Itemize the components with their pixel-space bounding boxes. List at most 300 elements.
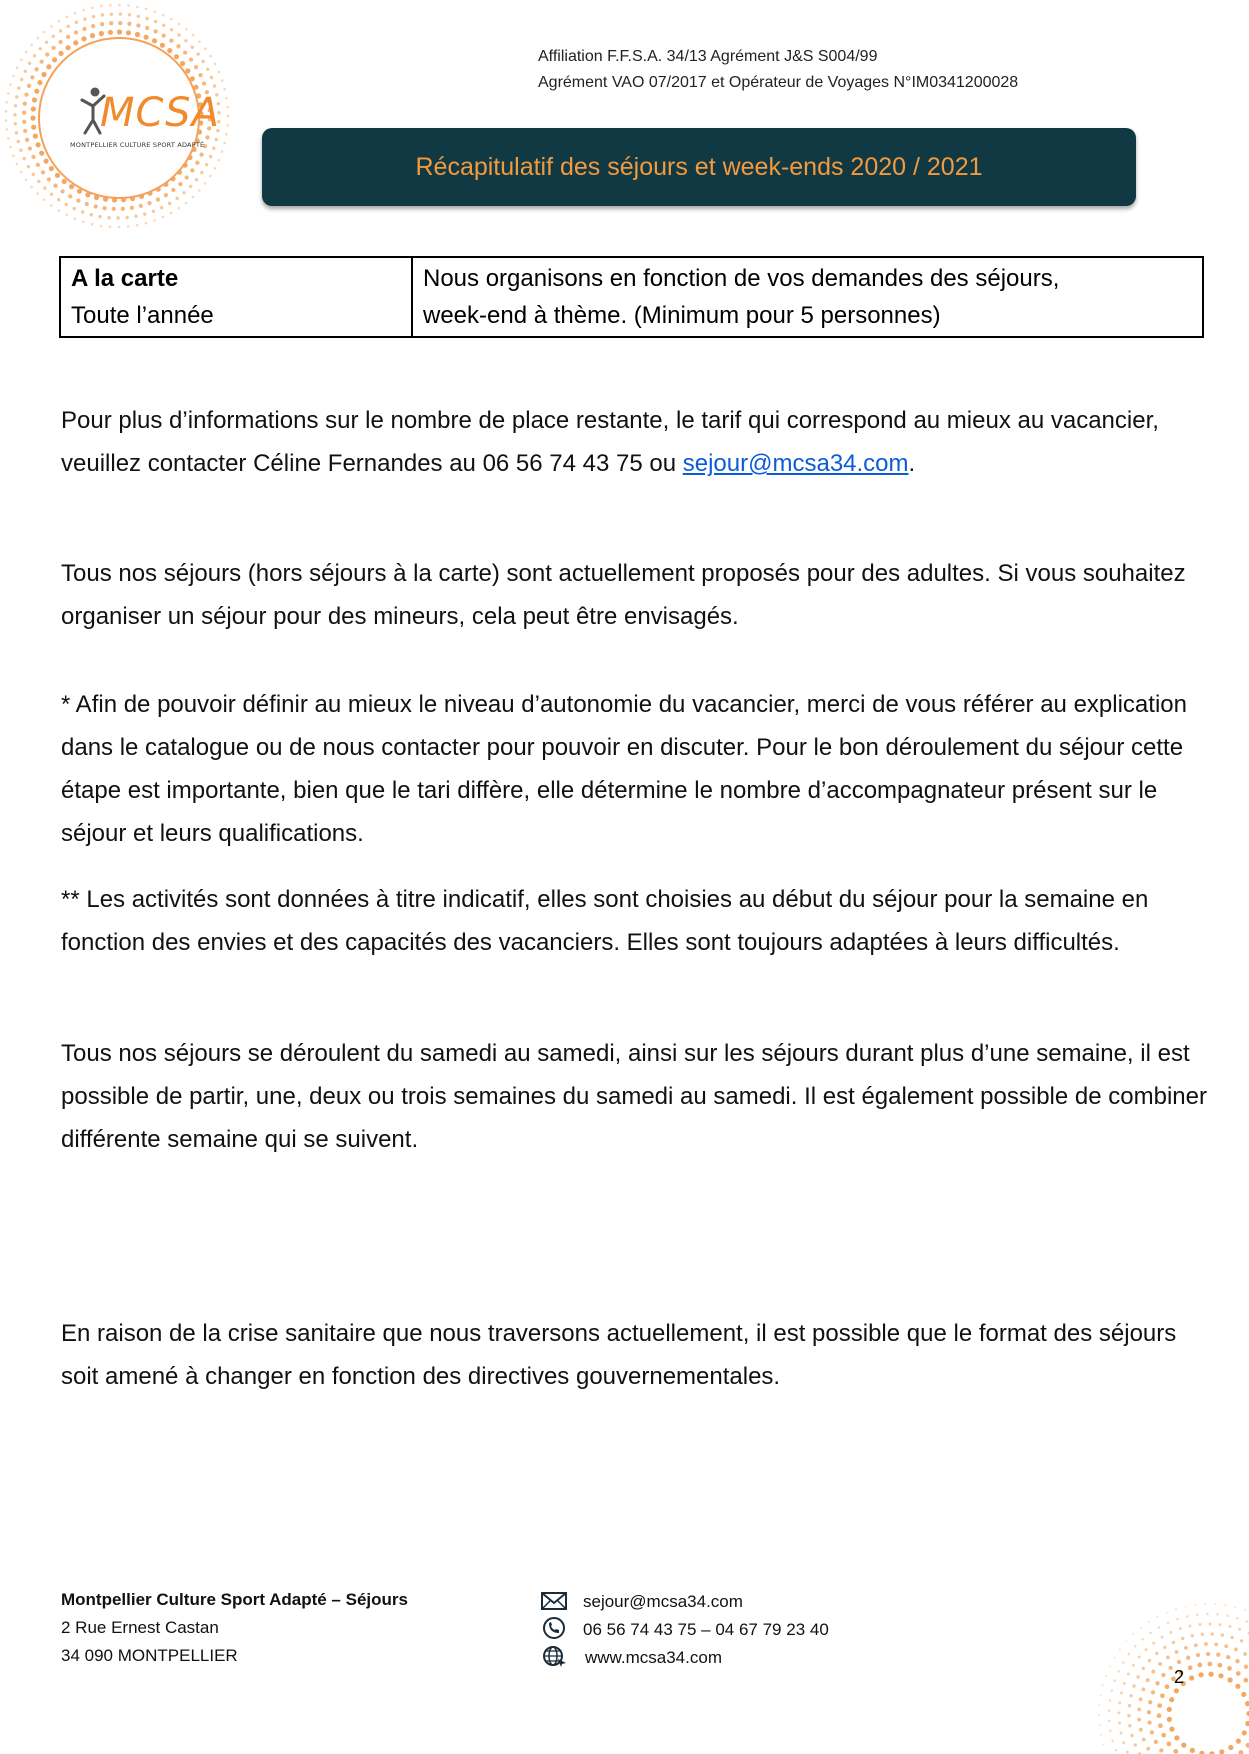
decorative-dot <box>1155 1681 1159 1685</box>
decorative-dot <box>152 38 157 43</box>
decorative-dot <box>90 33 95 38</box>
decorative-dot <box>1211 1632 1214 1635</box>
decorative-dot <box>74 30 78 34</box>
activities-paragraph: ** Les activités sont données à titre indicatif, elles sont choisies au début du séjour pour la semaine en fonction des envies et des capacités des vacanciers. Elles sont toujours adaptées à leurs difficultés. <box>61 886 1149 956</box>
decorative-dot <box>1148 1700 1152 1704</box>
decorative-dot <box>1158 1723 1163 1728</box>
decorative-dot <box>1186 1656 1190 1660</box>
decorative-dot <box>1155 1652 1158 1655</box>
decorative-dot <box>46 64 51 69</box>
affiliation-line-1: Affiliation F.F.S.A. 34/13 Agrément J&S S004/99 <box>538 48 878 65</box>
decorative-dot <box>1230 1636 1233 1639</box>
decorative-dot <box>81 210 84 213</box>
decorative-dot <box>1235 1684 1240 1689</box>
decorative-dot <box>1125 1640 1127 1642</box>
decorative-dot <box>7 137 10 140</box>
decorative-dot <box>76 198 80 202</box>
decorative-dot <box>65 214 68 217</box>
decorative-dot <box>100 5 103 8</box>
decorative-dot <box>182 191 185 194</box>
decorative-dot <box>1245 1721 1249 1726</box>
decorative-dot <box>37 37 40 40</box>
decorative-dot <box>145 17 148 20</box>
decorative-dot <box>1196 1653 1200 1657</box>
a-la-carte-table <box>59 256 1204 338</box>
decorative-dot <box>1138 1656 1141 1659</box>
decorative-dot <box>1236 1739 1241 1744</box>
decorative-dot <box>33 54 36 57</box>
decorative-dot <box>226 124 229 127</box>
decorative-dot <box>162 216 165 219</box>
decorative-dot <box>93 204 97 208</box>
decorative-dot <box>209 175 212 178</box>
decorative-dot <box>28 146 32 150</box>
decorative-dot <box>1132 1664 1135 1667</box>
decorative-dot <box>14 104 17 107</box>
decorative-dot <box>41 170 45 174</box>
decorative-dot <box>210 76 213 79</box>
decorative-dot <box>1181 1743 1186 1748</box>
decorative-dot <box>118 21 122 25</box>
logo-word: MCSA <box>100 90 220 136</box>
decorative-dot <box>36 142 41 147</box>
decorative-dot <box>1123 1682 1126 1685</box>
contact-email-link[interactable]: sejour@mcsa34.com <box>682 450 909 477</box>
decorative-dot <box>1167 1707 1172 1712</box>
decorative-dot <box>136 23 140 27</box>
decorative-dot <box>1146 1678 1150 1682</box>
decorative-dot <box>1184 1646 1188 1650</box>
decorative-dot <box>119 12 122 15</box>
decorative-dot <box>191 45 194 48</box>
decorative-dot <box>178 207 181 210</box>
decorative-dot <box>1102 1684 1104 1686</box>
decorative-dot <box>73 207 76 210</box>
decorative-dot <box>175 197 178 200</box>
decorative-dot <box>1118 1701 1121 1704</box>
decorative-dot <box>214 63 217 66</box>
decorative-dot <box>13 113 16 116</box>
decorative-dot <box>1245 1701 1249 1706</box>
decorative-dot <box>50 204 53 207</box>
decorative-dot <box>1129 1694 1132 1697</box>
decorative-dot <box>1173 1749 1178 1754</box>
decorative-dot <box>154 20 157 23</box>
decorative-dot <box>1147 1720 1151 1724</box>
decorative-dot <box>12 154 15 157</box>
decorative-dot <box>178 23 181 26</box>
decorative-dot <box>23 101 27 105</box>
decorative-dot <box>1113 1680 1116 1683</box>
footer-address-line-1: 2 Rue Ernest Castan <box>61 1618 219 1637</box>
decorative-dot <box>1226 1655 1230 1659</box>
decorative-dot <box>1118 1711 1121 1714</box>
decorative-dot <box>112 207 116 211</box>
decorative-dot <box>1185 1605 1187 1607</box>
decorative-dot <box>223 142 226 145</box>
decorative-dot <box>20 171 23 174</box>
decorative-dot <box>68 194 72 198</box>
decorative-dot <box>145 8 148 11</box>
table-cell-period <box>60 257 412 337</box>
decorative-dot <box>1113 1657 1115 1659</box>
decorative-dot <box>1190 1748 1195 1753</box>
decorative-dot <box>184 39 187 42</box>
decorative-dot <box>100 225 103 228</box>
decorative-dot <box>25 178 28 181</box>
decorative-dot <box>1174 1688 1179 1693</box>
decorative-dot <box>1214 1642 1218 1646</box>
decorative-dot <box>1141 1638 1144 1641</box>
decorative-dot <box>90 213 93 216</box>
decorative-dot <box>1122 1661 1125 1664</box>
health-paragraph: En raison de la crise sanitaire que nous traversons actuellement, il est possible que le format des séjours soit amené à changer en fonction des directives gouvernementales. <box>61 1320 1177 1390</box>
decorative-dot <box>58 40 62 44</box>
decorative-dot <box>30 44 33 47</box>
decorative-dot <box>24 92 28 96</box>
decorative-dot <box>27 165 30 168</box>
banner-title: Récapitulatif des séjours et week-ends 2020 / 2021 <box>415 152 983 181</box>
decorative-dot <box>91 7 94 10</box>
decorative-dot <box>45 52 49 56</box>
decorative-dot <box>22 111 26 115</box>
decorative-dot <box>1194 1643 1198 1647</box>
decorative-dot <box>1098 1714 1100 1716</box>
decorative-dot <box>1238 1628 1241 1631</box>
decorative-dot <box>101 13 104 16</box>
decorative-dot <box>1157 1713 1162 1718</box>
decorative-dot <box>39 47 42 50</box>
decorative-dot <box>1234 1647 1238 1651</box>
decorative-dot <box>1208 1662 1213 1667</box>
decorative-dot <box>226 106 229 109</box>
decorative-dot <box>43 186 46 189</box>
decorative-dot <box>145 222 148 225</box>
decorative-dot <box>100 22 104 26</box>
logo-tagline: MONTPELLIER CULTURE SPORT ADAPTÉ <box>70 141 205 149</box>
globe-icon <box>541 1645 567 1667</box>
decorative-dot <box>44 159 49 164</box>
decorative-dot <box>160 43 165 48</box>
decorative-dot <box>7 92 10 95</box>
decorative-dot <box>192 196 195 199</box>
decorative-dot <box>1120 1691 1123 1694</box>
decorative-dot <box>1181 1637 1184 1640</box>
decorative-dot <box>212 146 215 149</box>
decorative-dot <box>127 22 131 26</box>
decorative-dot <box>135 32 140 37</box>
decorative-dot <box>1167 1622 1170 1625</box>
decorative-dot <box>1157 1703 1162 1708</box>
decorative-dot <box>195 178 198 181</box>
page-number: 2 <box>1174 1667 1185 1687</box>
decorative-dot <box>1166 1611 1168 1613</box>
decorative-dot <box>1167 1742 1172 1747</box>
decorative-dot <box>127 4 130 7</box>
decorative-dot <box>30 186 33 189</box>
decorative-dot <box>15 95 18 98</box>
decorative-dot <box>177 33 180 36</box>
decorative-dot <box>1244 1609 1246 1611</box>
row-title: A la carte <box>71 265 179 292</box>
decorative-dot <box>1132 1684 1135 1687</box>
decorative-dot <box>1243 1652 1247 1656</box>
decorative-dot <box>198 189 201 192</box>
decorative-dot <box>1099 1724 1101 1726</box>
decorative-dot <box>156 197 160 201</box>
decorative-dot <box>199 152 203 156</box>
decorative-dot <box>164 193 168 197</box>
decorative-dot <box>49 166 54 171</box>
decorative-dot <box>36 163 40 167</box>
decorative-dot <box>209 55 212 58</box>
decorative-dot <box>1189 1625 1192 1628</box>
decorative-dot <box>82 9 85 12</box>
decorative-dot <box>37 180 40 183</box>
decorative-dot <box>1151 1670 1155 1674</box>
decorative-dot <box>145 26 149 30</box>
decorative-dot <box>45 41 48 44</box>
decorative-dot <box>1169 1727 1174 1732</box>
decorative-dot <box>50 192 53 195</box>
decorative-dot <box>9 146 12 149</box>
decorative-dot <box>170 212 173 215</box>
decorative-dot <box>1126 1751 1129 1754</box>
decorative-dot <box>204 182 207 185</box>
decorative-dot <box>1109 1730 1112 1733</box>
decorative-dot <box>57 198 60 201</box>
decorative-dot <box>189 185 192 188</box>
decorative-dot <box>28 62 31 65</box>
decorative-dot <box>1140 1627 1142 1629</box>
decorative-dot <box>1136 1675 1139 1678</box>
decorative-dot <box>185 28 188 31</box>
decorative-dot <box>1188 1665 1193 1670</box>
decorative-dot <box>1177 1660 1181 1664</box>
decorative-dot <box>1154 1740 1158 1744</box>
decorative-dot <box>1161 1673 1165 1677</box>
decorative-dot <box>118 226 121 229</box>
decorative-dot <box>1127 1673 1130 1676</box>
decorative-dot <box>1105 1675 1107 1677</box>
decorative-dot <box>43 31 46 34</box>
decorative-dot <box>195 161 199 165</box>
decorative-dot <box>1176 1618 1179 1621</box>
table-row <box>60 257 1203 337</box>
decorative-dot <box>51 46 55 50</box>
decorative-dot <box>143 212 146 215</box>
decorative-dot <box>1228 1745 1233 1750</box>
decorative-dot <box>1149 1632 1152 1635</box>
decorative-dot <box>110 12 113 15</box>
decorative-dot <box>1214 1603 1216 1605</box>
decorative-dot <box>30 116 35 121</box>
decorative-dot <box>65 203 68 206</box>
decorative-dot <box>1209 1672 1214 1677</box>
decorative-dot <box>1201 1633 1204 1636</box>
decorative-dot <box>1139 1697 1143 1701</box>
row-desc-line-1: Nous organisons en fonction de vos demandes des séjours, <box>423 265 1060 292</box>
decorative-dot <box>176 44 180 48</box>
decorative-dot <box>1160 1693 1165 1698</box>
decorative-dot <box>1224 1604 1226 1606</box>
decorative-dot <box>185 175 189 179</box>
decorative-dot <box>32 97 37 102</box>
decorative-dot <box>214 138 217 141</box>
decorative-dot <box>1167 1717 1172 1722</box>
decorative-dot <box>1241 1692 1246 1697</box>
decorative-dot <box>1142 1738 1146 1742</box>
decorative-dot <box>1130 1734 1133 1737</box>
decorative-dot <box>1240 1639 1243 1642</box>
decorative-dot <box>1189 1675 1194 1680</box>
decorative-dot <box>126 30 131 35</box>
decorative-dot <box>225 133 228 136</box>
decorative-dot <box>1120 1732 1123 1735</box>
decorative-dot <box>1209 1623 1212 1626</box>
decorative-dot <box>200 171 203 174</box>
decorative-dot <box>1109 1665 1111 1667</box>
decorative-dot <box>1119 1648 1121 1650</box>
decorative-dot <box>30 75 34 79</box>
contact-text: Pour plus d’informations sur le nombre de place restante, le tarif qui correspond au mieux au vacancier, veuillez contacter Céline Fernandes au 06 56 74 43 75 ou <box>61 407 1159 477</box>
decorative-dot <box>9 83 12 86</box>
decorative-dot <box>168 202 171 205</box>
decorative-dot <box>1118 1722 1121 1725</box>
decorative-dot <box>1243 1678 1248 1683</box>
decorative-dot <box>74 12 77 15</box>
footer-website[interactable]: www.mcsa34.com <box>585 1648 722 1667</box>
decorative-dot <box>43 199 46 202</box>
decorative-dot <box>162 24 165 27</box>
decorative-dot <box>128 13 131 16</box>
decorative-dot <box>190 168 194 172</box>
decorative-dot <box>1163 1646 1166 1649</box>
decorative-dot <box>1109 1699 1112 1702</box>
decorative-dot <box>19 149 22 152</box>
decorative-dot <box>1128 1653 1131 1656</box>
decorative-dot <box>206 68 209 71</box>
decorative-dot <box>1169 1697 1174 1702</box>
decorative-dot <box>1224 1644 1228 1648</box>
footer-email[interactable]: sejour@mcsa34.com <box>583 1592 743 1611</box>
footer-address-line-2: 34 090 MONTPELLIER <box>61 1646 238 1665</box>
decorative-dot <box>1137 1707 1141 1711</box>
decorative-dot <box>1137 1718 1141 1722</box>
decorative-dot <box>1218 1663 1223 1668</box>
decorative-dot <box>1108 1719 1111 1722</box>
decorative-dot <box>52 35 55 38</box>
decorative-dot <box>153 219 156 222</box>
decorative-dot <box>108 30 113 35</box>
decorative-dot <box>1115 1749 1118 1752</box>
decorative-dot <box>1158 1662 1162 1666</box>
decorative-dot <box>1204 1603 1206 1605</box>
decorative-dot <box>154 10 157 13</box>
corner-dot-pattern <box>1079 1564 1249 1754</box>
decorative-dot <box>23 129 27 133</box>
decorative-dot <box>1161 1733 1166 1738</box>
decorative-dot <box>75 21 78 24</box>
decorative-dot <box>31 155 35 159</box>
decorative-dot <box>1111 1689 1114 1692</box>
decorative-dot <box>1216 1653 1220 1657</box>
decorative-dot <box>227 115 230 118</box>
decorative-dot <box>109 226 112 229</box>
decorative-dot <box>117 29 122 34</box>
decorative-dot <box>221 150 224 153</box>
decorative-dot <box>1156 1616 1158 1618</box>
decorative-dot <box>67 25 70 28</box>
decorative-dot <box>37 80 42 85</box>
decorative-dot <box>53 184 57 188</box>
decorative-dot <box>31 106 36 111</box>
decorative-dot <box>1194 1604 1196 1606</box>
decorative-dot <box>66 45 71 50</box>
decorative-dot <box>1175 1650 1179 1654</box>
decorative-dot <box>137 15 140 18</box>
decorative-dot <box>66 35 70 39</box>
decorative-dot <box>1111 1739 1114 1742</box>
decorative-dot <box>34 89 39 94</box>
weeks-paragraph: Tous nos séjours se déroulent du samedi au samedi, ainsi sur les séjours durant plus d’une semaine, il est possible de partir, une, deux ou trois semaines du samedi au samedi. Il est également possible de combiner différente semaine qui se suivent. <box>61 1040 1207 1153</box>
decorative-dot <box>1206 1652 1210 1656</box>
autonomy-paragraph: * Afin de pouvoir définir au mieux le niveau d’autonomie du vacancier, merci de vous référer au explication dans le catalogue ou de nous contacter pour pouvoir en discuter. Pour le bon déroulement du séjour cette étape est importante, bien que le tari diffère, elle détermine le nombre d’accompagnateur présent sur le séjour et leurs qualifications. <box>61 691 1187 847</box>
decorative-dot <box>1228 1677 1233 1682</box>
decorative-dot <box>1098 1704 1100 1706</box>
decorative-dot <box>1206 1613 1209 1616</box>
decorative-dot <box>1246 1743 1249 1748</box>
decorative-dot <box>92 15 95 18</box>
decorative-dot <box>1146 1747 1150 1751</box>
decorative-dot <box>73 40 78 45</box>
decorative-dot <box>1246 1620 1249 1623</box>
decorative-dot <box>1151 1690 1155 1694</box>
decorative-dot <box>1197 1663 1202 1668</box>
decorative-dot <box>25 138 29 142</box>
decorative-dot <box>14 122 17 125</box>
adults-paragraph: Tous nos séjours (hors séjours à la carte) sont actuellement proposés pour des adultes. Si vous souhaitez organiser un séjour pour des mineurs, cela peut être envisagés. <box>61 560 1186 630</box>
decorative-dot <box>1244 1665 1248 1669</box>
decorative-dot <box>1147 1710 1151 1714</box>
decorative-dot <box>60 189 64 193</box>
decorative-dot <box>31 125 36 130</box>
decorative-dot <box>139 204 143 208</box>
decorative-dot <box>1239 1750 1244 1754</box>
decorative-dot <box>134 214 137 217</box>
decorative-dot <box>23 157 26 160</box>
decorative-dot <box>121 207 125 211</box>
decorative-dot <box>1226 1614 1229 1617</box>
decorative-dot <box>1236 1617 1239 1620</box>
decorative-dot <box>91 24 95 28</box>
decorative-dot <box>41 72 46 77</box>
decorative-dot <box>162 14 165 17</box>
decorative-dot <box>1186 1615 1189 1618</box>
decorative-dot <box>15 131 18 134</box>
decorative-dot <box>50 25 53 28</box>
decorative-dot <box>33 134 38 139</box>
decorative-dot <box>192 34 195 37</box>
decorative-dot <box>1148 1621 1150 1623</box>
decorative-dot <box>1204 1642 1208 1646</box>
decorative-dot <box>1236 1671 1241 1676</box>
decorative-dot <box>1216 1613 1219 1616</box>
decorative-dot <box>1139 1728 1143 1732</box>
decorative-dot <box>1134 1645 1137 1648</box>
decorative-dot <box>144 35 149 40</box>
decorative-dot <box>202 81 206 85</box>
